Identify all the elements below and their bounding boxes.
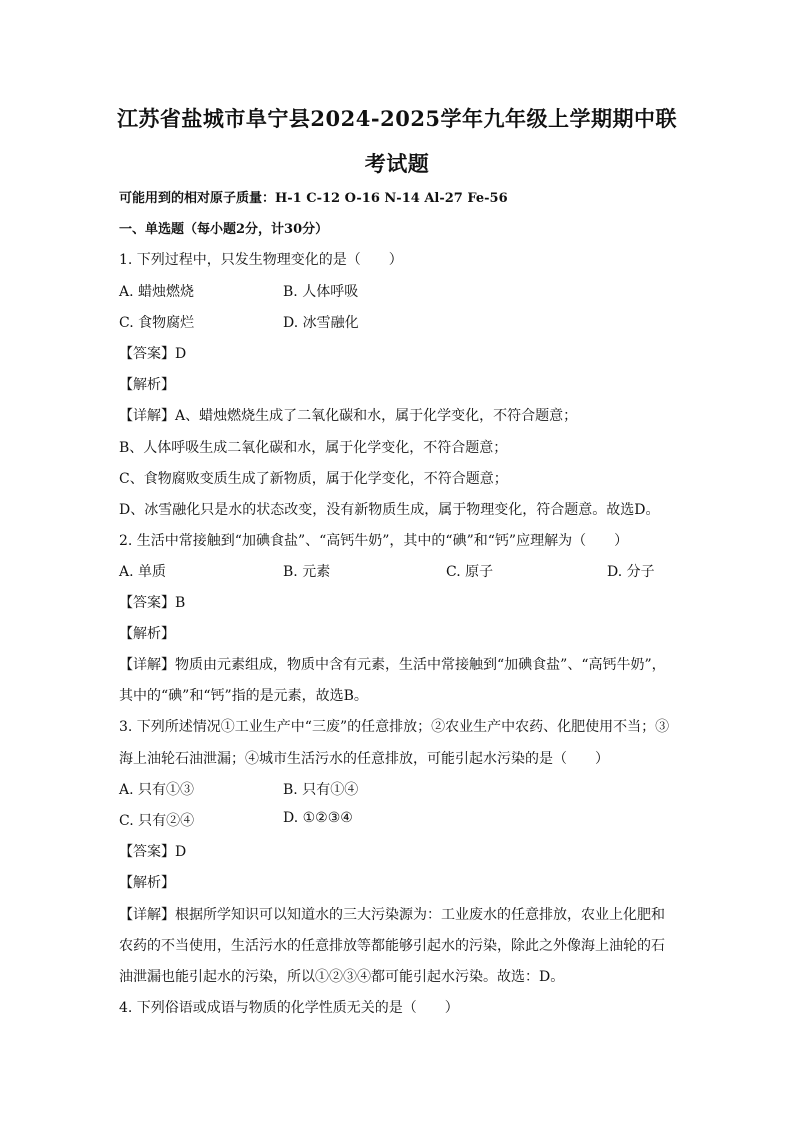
q4-stem: 4. 下列俗语或成语与物质的化学性质无关的是（ ） — [119, 1000, 459, 1016]
q1-analysis: 【解析】 — [119, 377, 175, 393]
q2-analysis: 【解析】 — [119, 626, 175, 642]
q3-option-b: B. 只有①④ — [283, 782, 359, 798]
atomic-mass-note: 可能用到的相对原子质量：H-1 C-12 O-16 N-14 Al-27 Fe-56 — [119, 191, 508, 206]
q3-option-d: D. ①②③④ — [283, 810, 353, 826]
page-title-line-2: 考试题 — [364, 151, 430, 176]
q2-answer: 【答案】B — [119, 595, 186, 611]
q2-option-d: D. 分子 — [607, 564, 655, 580]
q2-option-a: A. 单质 — [119, 564, 167, 580]
q2-detail-line: 【详解】物质由元素组成，物质中含有元素，生活中常接触到“加碘食盐”、“高钙牛奶”， — [119, 657, 666, 673]
q1-detail-line: C、食物腐败变质生成了新物质，属于化学变化，不符合题意； — [119, 471, 508, 487]
q1-option-a: A. 蜡烛燃烧 — [119, 284, 195, 300]
q3-detail-line: 【详解】根据所学知识可以知道水的三大污染源为：工业废水的任意排放，农业上化肥和 — [119, 907, 665, 923]
q1-detail-line: B、人体呼吸生成二氧化碳和水，属于化学变化，不符合题意； — [119, 440, 508, 456]
q2-option-c: C. 原子 — [446, 564, 494, 580]
q3-option-c: C. 只有②④ — [119, 813, 195, 829]
q1-option-d: D. 冰雪融化 — [283, 315, 359, 331]
q1-detail-line: 【详解】A、蜡烛燃烧生成了二氧化碳和水，属于化学变化，不符合题意； — [119, 408, 578, 424]
q2-stem: 2. 生活中常接触到“加碘食盐”、“高钙牛奶”，其中的“碘”和“钙”应理解为（ ） — [119, 533, 629, 549]
q2-detail-line: 其中的“碘”和“钙”指的是元素，故选B。 — [119, 688, 368, 704]
section-heading: 一、单选题（每小题2分，计30分） — [119, 222, 329, 237]
q3-option-a: A. 只有①③ — [119, 782, 195, 798]
q1-option-b: B. 人体呼吸 — [283, 284, 359, 300]
q3-analysis: 【解析】 — [119, 875, 175, 891]
q1-answer: 【答案】D — [119, 346, 187, 362]
q2-option-b: B. 元素 — [283, 564, 331, 580]
page-title-line-1: 江苏省盐城市阜宁县2024-2025学年九年级上学期期中联 — [116, 106, 678, 131]
q3-detail-line: 油泄漏也能引起水的污染，所以①②③④都可能引起水污染。故选：D。 — [119, 969, 565, 985]
q3-stem-line: 海上油轮石油泄漏；④城市生活污水的任意排放，可能引起水污染的是（ ） — [119, 751, 609, 767]
q1-stem: 1. 下列过程中，只发生物理变化的是（ ） — [119, 252, 403, 268]
q3-stem-line: 3. 下列所述情况①工业生产中“三废”的任意排放；②农业生产中农药、化肥使用不当；③ — [119, 719, 670, 735]
q1-option-c: C. 食物腐烂 — [119, 315, 195, 331]
q3-answer: 【答案】D — [119, 844, 187, 860]
q1-detail-line: D、冰雪融化只是水的状态改变，没有新物质生成，属于物理变化，符合题意。故选D。 — [119, 502, 660, 518]
q3-detail-line: 农药的不当使用，生活污水的任意排放等都能够引起水的污染，除此之外像海上油轮的石 — [119, 938, 665, 954]
